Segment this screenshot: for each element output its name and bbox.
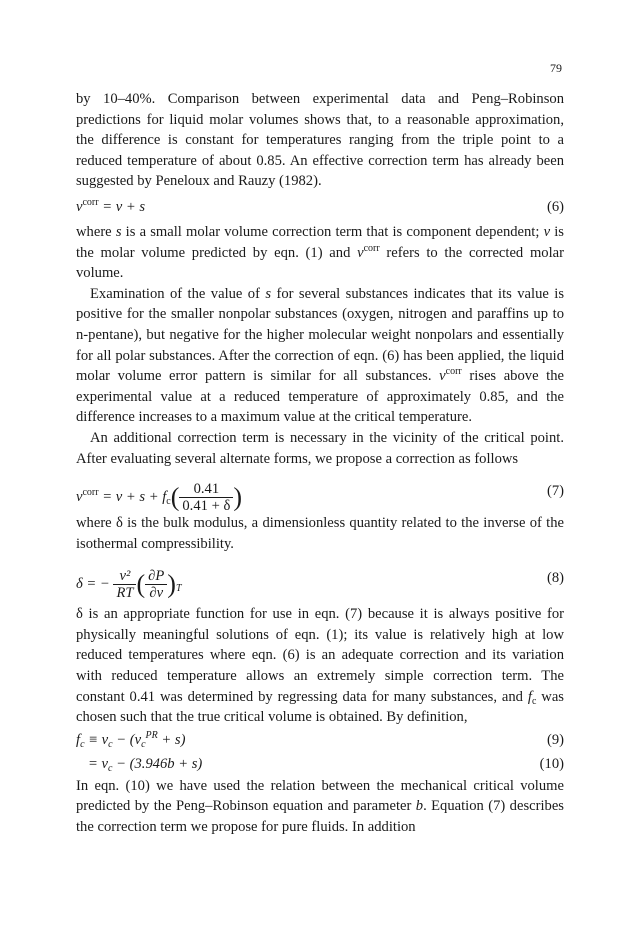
equation-10-expression: = $v_c - (3.946b + s)$: [88, 755, 203, 774]
equation-6-number: (6): [546, 198, 564, 215]
paragraph-7: In eqn. (10) we have used the relation between the mechanical critical volume predicted by the Peng–Robinson equation and parameter b. Equation (7) describes the correction term we propose for pure fluids. In addition: [76, 777, 564, 836]
equation-6-expression: $v^{corr} = v + s$: [76, 196, 146, 215]
paragraph-6: δ is an appropriate function for use in eqn. (7) because it is always positive for physically meaningful solutions of eqn. (1); its value is relatively high at low reduced temperatures where eqn. (6) is an adequate correction and its variation with reduced temperature allows an extremely simple correction term. The constant 0.41 was determined by regressing data for many substances, and $f_c$ was chosen such that the true critical volume is obtained. By definition,: [76, 606, 564, 726]
equation-9-expression: $f_c \equiv v_c - (v_c^{PR} + s)$: [76, 729, 186, 750]
paragraph-3: Examination of the value of s for several substances indicates that its value is positive for the smaller nonpolar substances (oxygen, nitrogen and paraffins up to n-pentane), but negative for the higher molecular weight nonpolars and essentially for all polar substances. After the correction of eqn. (6) has been applied, the liquid molar volume error pattern is similar for all substances. $v^{corr}$ rises above the experimental value at a reduced temperature of approximately 0.85, and the difference increases to a maximum value at the critical temperature.: [76, 285, 565, 426]
equation-7-number: (7): [546, 483, 564, 500]
paragraph-4: An additional correction term is necessary in the vicinity of the critical point. After evaluating several alternate forms, we propose a correction as follows: [76, 429, 564, 467]
page-body: [76, 89, 564, 838]
equation-8-number: (8): [546, 570, 564, 587]
equation-10: [76, 752, 564, 776]
equation-9-number: (9): [546, 731, 564, 748]
paragraph-1: by 10–40%. Comparison between experimental data and Peng–Robinson predictions for liquid molar volumes shows that, to a reasonable approximation, the difference is constant for temperatures ranging from the triple point to a reduced temperature of about 0.85. An effective correction term has already been suggested by Peneloux and Rauzy (1982).: [76, 91, 564, 190]
equation-7-expression: $v^{corr} = v + s + f_c$( $\frac{0.41}{0.41 + \delta}$ ): [76, 481, 242, 515]
page-number: 79: [550, 61, 562, 75]
equation-6: [76, 195, 564, 219]
paragraph-5: where δ is the bulk modulus, a dimensionless quantity related to the inverse of the isothermal compressibility.: [76, 515, 564, 552]
equation-9: [76, 728, 564, 752]
equation-8: [76, 554, 564, 604]
equation-7: [76, 469, 564, 513]
paragraph-2: where s is a small molar volume correction term that is component dependent; v is the molar volume predicted by eqn. (1) and $v^{corr}$ refers to the corrected molar volume.: [76, 223, 564, 282]
equation-10-number: (10): [539, 755, 564, 772]
equation-8-expression: δ = − $\frac{\text{v²}}{RT}$ ( $\frac{\partial P}{\partial v}$ )$_T$: [76, 568, 182, 602]
